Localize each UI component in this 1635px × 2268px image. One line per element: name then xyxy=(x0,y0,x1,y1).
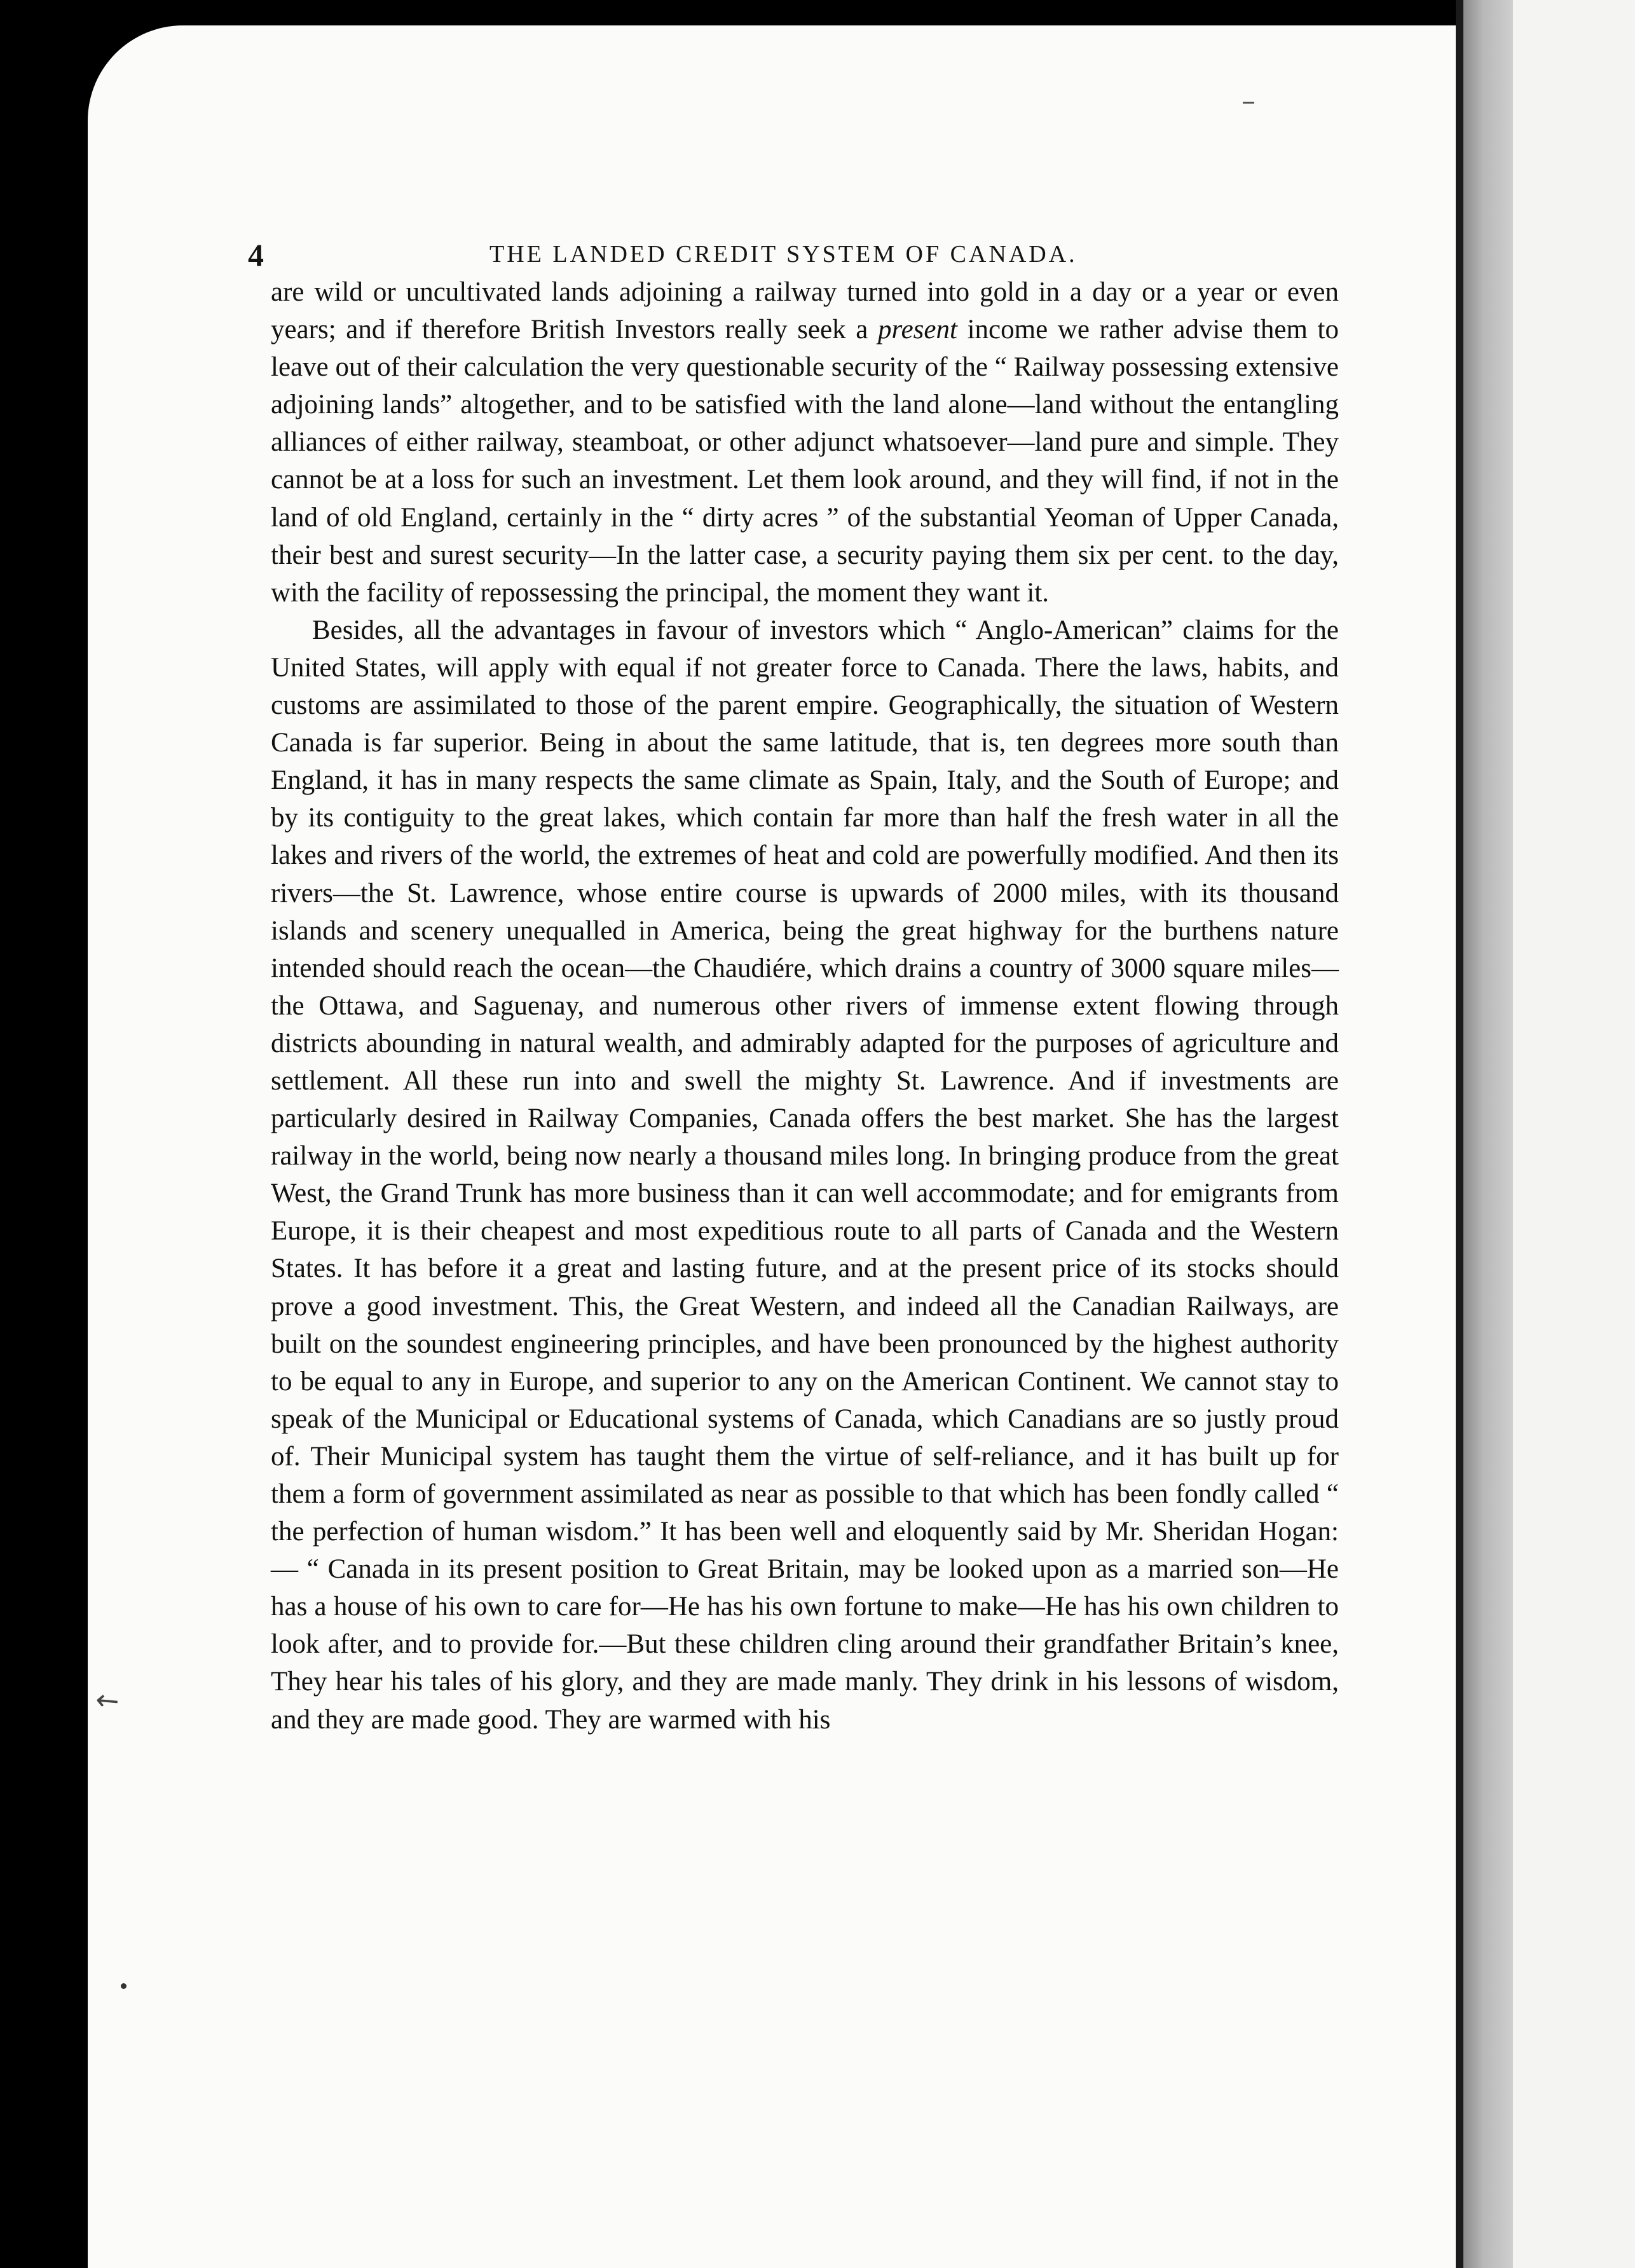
binding-strip xyxy=(1463,0,1513,2268)
paragraph-1-end: income we rather advise them to leave out of their calculation the very questionable security of the “ Railway possessing extensive adjoining lands” altogether, and to be satisfied with the land alone—land without the entangling alliances of either railway, steamboat, or other adjunct whatsoever—land pure and simple. They cannot be at a loss for such an investment. Let them look around, and they will find, if not in the land of old England, certainly in the “ dirty acres ” of the substantial Yeoman of Upper Canada, their best and surest security—In the latter case, a security paying them six per cent. to the day, with the facility of repossessing the principal, the moment they want it. xyxy=(271,315,1339,608)
running-head: THE LANDED CREDIT SYSTEM OF CANADA. xyxy=(489,241,1077,268)
body-text xyxy=(271,273,1339,1739)
page-header xyxy=(248,236,1386,275)
facing-page-margin xyxy=(1513,0,1635,2268)
stray-tick-mark xyxy=(1243,102,1254,104)
paragraph-2: Besides, all the advantages in favour of investors which “ Anglo-American” claims for the United States, will apply with equal if not greater force to Canada. There the laws, habits, and customs are assimilated to those of the parent empire. Geographically, the situation of Western Canada is far superior. Being in about the same latitude, that is, ten degrees more south than England, it has in many respects the same climate as Spain, Italy, and the South of Europe; and by its contiguity to the great lakes, which contain far more than half the fresh water in all the lakes and rivers of the world, the extremes of heat and cold are powerfully modified. And then its rivers—the St. Lawrence, whose entire course is upwards of 2000 miles, with its thousand islands and scenery unequalled in America, being the great highway for the burthens nature intended should reach the ocean—the Chaudiére, which drains a country of 3000 square miles—the Ottawa, and Saguenay, and numerous other rivers of immense extent flowing through districts abounding in natural wealth, and admirably adapted for the purposes of agriculture and settlement. All these run into and swell the mighty St. Lawrence. And if investments are particularly desired in Railway Companies, Canada offers the best market. She has the largest railway in the world, being now nearly a thousand miles long. In bringing produce from the great West, the Grand Trunk has more business than it can well accommodate; and for emigrants from Europe, it is their cheapest and most expeditious route to all parts of Canada and the Western States. It has before it a great and lasting future, and at the present price of its stocks should prove a good investment. This, the Great Western, and indeed all the Canadian Railways, are built on the soundest engineering principles, and have been pronounced by the highest authority to be equal to any in Europe, and superior to any on the American Continent. We cannot stay to speak of the Municipal or Educational systems of Canada, which Canadians are so justly proud of. Their Municipal system has taught them the virtue of self-reliance, and it has built up for them a form of government assimilated as near as possible to that which has been fondly called “ the perfection of human wisdom.” It has been well and eloquently said by Mr. Sheridan Hogan:— “ Canada in its present position to Great Britain, may be looked upon as a married son—He has a house of his own to care for—He has his own fortune to make—He has his own children to look after, and to provide for.—But these children cling around their grandfather Britain’s knee, They hear his tales of his glory, and they are made manly. They drink in his lessons of wisdom, and they are made good. They are warmed with his xyxy=(271,615,1339,1735)
margin-dot-mark xyxy=(121,1983,127,1989)
margin-cursor-mark: ↖ xyxy=(87,1681,127,1721)
paragraph-1 xyxy=(271,273,1339,611)
page-gutter-edge xyxy=(1456,0,1463,2268)
emphasized-word: present xyxy=(877,315,957,345)
page-number: 4 xyxy=(248,237,264,273)
paragraph-1-start: are wild or uncultivated lands adjoining a railway turned into gold in a day or a year or even years; and if therefore British Investors really seek a xyxy=(271,277,1339,345)
